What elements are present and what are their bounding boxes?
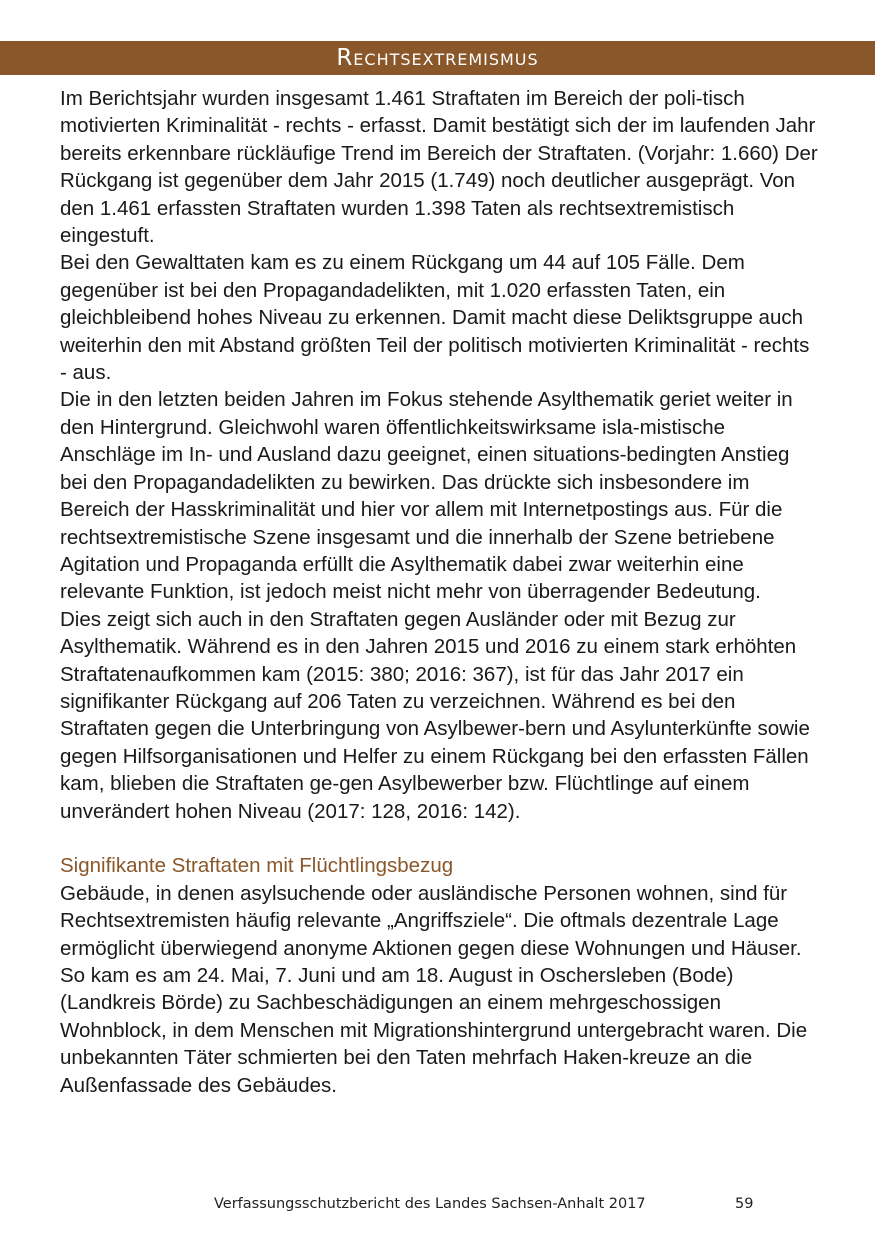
page-footer	[0, 1196, 875, 1218]
body-paragraph: Im Berichtsjahr wurden insgesamt 1.461 Straftaten im Bereich der poli-tisch motivierten Kriminalität - rechts - erfasst. Damit bestätigt sich der im laufenden Jahr bereits erkennbare rückläufige Trend im Bereich der Straftaten. (Vorjahr: 1.660) Der Rückgang ist gegenüber dem Jahr 2015 (1.749) noch deutlicher ausgeprägt. Von den 1.461 erfassten Straftaten wurden 1.398 Taten als rechtsextremistisch eingestuft.	[60, 87, 818, 248]
section-heading: Signifikante Straftaten mit Flüchtlingsbezug	[60, 854, 454, 878]
section-spacer	[60, 825, 820, 852]
page-number: 59	[735, 1196, 754, 1212]
body-paragraph: Dies zeigt sich auch in den Straftaten gegen Ausländer oder mit Bezug zur Asylthematik. Während es in den Jahren 2015 und 2016 zu einem stark erhöhten Straftatenaufkommen kam (2015: 380; 2016: 367), ist für das Jahr 2017 ein signifikanter Rückgang auf 206 Taten zu verzeichnen. Während es bei den Straftaten gegen die Unterbringung von Asylbewer-bern und Asylunterkünfte sowie gegen Hilfsorganisationen und Helfer zu einem Rückgang bei den erfassten Fällen kam, blieben die Straftaten ge-gen Asylbewerber bzw. Flüchtlinge auf einem unverändert hohen Niveau (2017: 128, 2016: 142).	[60, 607, 810, 823]
body-paragraph: So kam es am 24. Mai, 7. Juni und am 18. August in Oschersleben (Bode) (Landkreis Börde) zu Sachbeschädigungen an einem mehrgeschossigen Wohnblock, in dem Menschen mit Migrationshintergrund untergebracht waren. Die unbekannten Täter schmierten bei den Taten mehrfach Haken-kreuze an die Außenfassade des Gebäudes.	[60, 963, 808, 1097]
chapter-title: Rechtsextremismus	[336, 45, 539, 71]
page-content	[60, 85, 820, 1099]
footer-publication-title: Verfassungsschutzbericht des Landes Sachsen-Anhalt 2017	[214, 1196, 646, 1212]
body-paragraph: Bei den Gewalttaten kam es zu einem Rückgang um 44 auf 105 Fälle. Dem gegenüber ist bei den Propagandadelikten, mit 1.020 erfassten Taten, ein gleichbleibend hohes Niveau zu erkennen. Damit macht diese Deliktsgruppe auch weiterhin den mit Abstand größten Teil der politisch motivierten Kriminalität - rechts - aus.	[60, 251, 810, 385]
body-paragraph: Die in den letzten beiden Jahren im Fokus stehende Asylthematik geriet weiter in den Hintergrund. Gleichwohl waren öffentlichkeitswirksame isla-mistische Anschläge im In- und Ausland dazu geeignet, einen situations-bedingten Anstieg bei den Propagandadelikten zu bewirken. Das drückte sich insbesondere im Bereich der Hasskriminalität und hier vor allem mit Internetpostings aus. Für die rechtsextremistische Szene insgesamt und die innerhalb der Szene betriebene Agitation und Propaganda erfüllt die Asylthematik dabei zwar weiterhin eine relevante Funktion, ist jedoch meist nicht mehr von überragender Bedeutung.	[60, 388, 793, 604]
body-paragraph: Gebäude, in denen asylsuchende oder ausländische Personen wohnen, sind für Rechtsextremisten häufig relevante „Angriffsziele“. Die oftmals dezentrale Lage ermöglicht überwiegend anonyme Aktionen gegen diese Wohnungen und Häuser.	[60, 881, 802, 960]
chapter-header-bar	[0, 41, 875, 75]
